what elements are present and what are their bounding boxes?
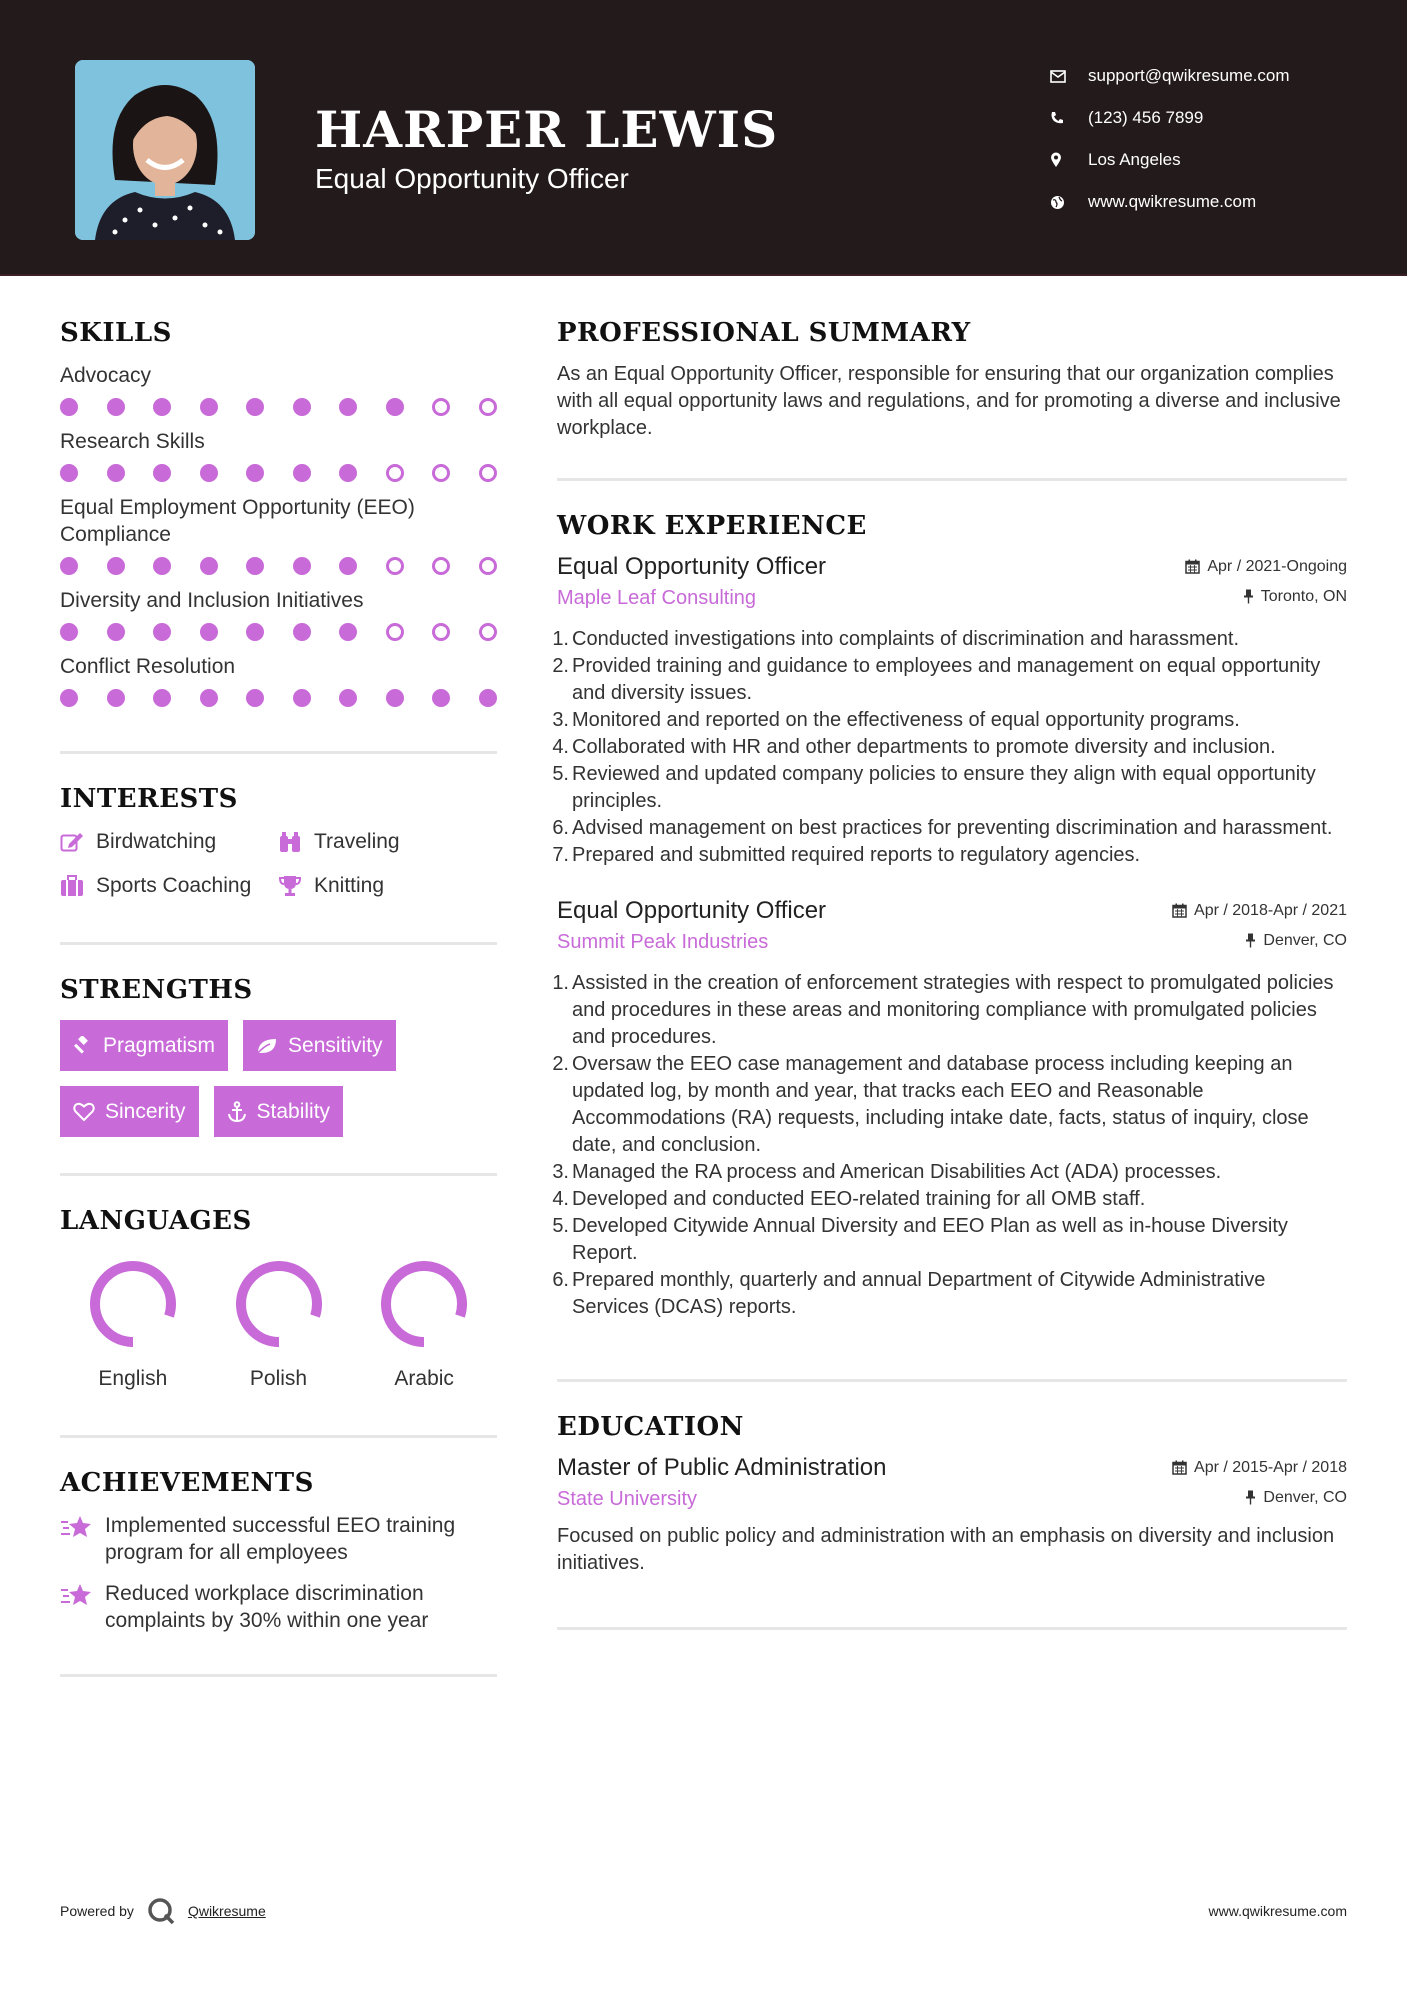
heart-icon <box>73 1102 95 1122</box>
rating-dot-empty <box>386 464 404 482</box>
skill-rating <box>60 689 497 707</box>
strength-label: Stability <box>256 1099 331 1123</box>
education-location <box>1245 1489 1347 1507</box>
list-item: 3. Managed the RA process and American Disabilities Act (ADA) processes. <box>557 1159 1347 1186</box>
rating-dot-filled <box>200 623 218 641</box>
rating-dot-empty <box>386 557 404 575</box>
brand-link[interactable]: Qwikresume <box>187 1903 266 1919</box>
rating-dot-empty <box>479 623 497 641</box>
list-item: 2. Oversaw the EEO case management and database process including keeping an updated log, by month and year, that tracks each EEO and Reasonable Accommodations (RA) requests, including intake date, facts, status of inquiry, close date, and conclusion. <box>557 1051 1347 1159</box>
calendar-icon <box>1185 559 1200 574</box>
map-pin-icon <box>1050 152 1088 168</box>
rating-dot-filled <box>246 398 264 416</box>
list-item: 6. Prepared monthly, quarterly and annual Department of Citywide Administrative Services (DCAS) reports. <box>557 1267 1347 1321</box>
rating-dot-empty <box>432 623 450 641</box>
list-item: 6. Advised management on best practices for preventing discrimination and harassment. <box>557 815 1347 842</box>
contact-list <box>1050 55 1290 223</box>
job-location-text: Toronto, ON <box>1260 587 1347 605</box>
education-location-text: Denver, CO <box>1263 1488 1347 1506</box>
binoculars-icon <box>278 831 314 853</box>
contact-email[interactable] <box>1050 55 1290 97</box>
languages-list <box>60 1258 497 1391</box>
section-divider <box>60 1173 497 1176</box>
strengths-list <box>60 1020 497 1137</box>
rating-dot-filled <box>107 464 125 482</box>
envelope-icon <box>1050 70 1088 83</box>
rating-dot-filled <box>200 464 218 482</box>
rating-dot-filled <box>200 398 218 416</box>
job-dates <box>1172 902 1347 920</box>
achievements-heading: ACHIEVEMENTS <box>60 1468 314 1498</box>
right-column <box>552 318 1347 1630</box>
strength-tag <box>60 1086 199 1137</box>
list-item-text: Conducted investigations into complaints of discrimination and harassment. <box>572 628 1240 650</box>
summary-text: As an Equal Opportunity Officer, responsible for ensuring that our organization complies with all equal opportunity laws and regulations, and for promoting a diverse and inclusive workplace. <box>557 363 1341 439</box>
strength-tag <box>243 1020 396 1071</box>
skill-item <box>60 653 497 707</box>
section-divider <box>557 1379 1347 1382</box>
rating-dot-empty <box>479 557 497 575</box>
list-item: 2. Provided training and guidance to employees and management on equal opportunity and diversity issues. <box>557 653 1347 707</box>
person-portrait-icon <box>75 60 255 240</box>
strength-label: Sensitivity <box>288 1033 383 1057</box>
rating-dot-filled <box>153 398 171 416</box>
degree-title: Master of Public Administration <box>557 1454 887 1481</box>
list-item-text: Assisted in the creation of enforcement strategies with respect to promulgated policies and procedures in these areas and monitoring compliance with promulgated policies and procedures. <box>572 972 1334 1048</box>
skill-name: Equal Employment Opportunity (EEO) Compliance <box>60 496 415 546</box>
rating-dot-filled <box>339 623 357 641</box>
achievement-item <box>60 1580 497 1634</box>
job-dates <box>1185 558 1347 576</box>
rating-dot-filled <box>339 398 357 416</box>
achievements-list <box>60 1512 497 1634</box>
languages-heading: LANGUAGES <box>60 1206 252 1236</box>
interest-label: Birdwatching <box>96 830 217 853</box>
language-item <box>351 1258 497 1391</box>
rating-dot-filled <box>107 623 125 641</box>
summary-section <box>557 318 1347 442</box>
contact-phone-text: (123) 456 7899 <box>1088 108 1204 127</box>
skill-rating <box>60 623 497 641</box>
pushpin-icon <box>1245 933 1256 948</box>
rating-dot-filled <box>153 689 171 707</box>
footer-url[interactable]: www.qwikresume.com <box>1208 1903 1347 1919</box>
skills-section <box>60 318 497 707</box>
section-divider <box>60 942 497 945</box>
strength-label: Pragmatism <box>103 1033 216 1057</box>
education-header <box>557 1454 1347 1482</box>
skill-item <box>60 587 497 641</box>
skill-item <box>60 362 497 416</box>
company-name: Summit Peak Industries <box>557 931 769 953</box>
section-divider <box>60 1435 497 1438</box>
job-title: Equal Opportunity Officer <box>557 897 827 924</box>
skill-name: Conflict Resolution <box>60 655 236 678</box>
briefcase-icon <box>60 875 96 897</box>
interest-label: Sports Coaching <box>96 874 252 897</box>
contact-location <box>1050 139 1290 181</box>
rating-dot-filled <box>200 557 218 575</box>
education-heading: EDUCATION <box>557 1412 744 1442</box>
contact-phone[interactable] <box>1050 97 1290 139</box>
education-section <box>557 1412 1347 1577</box>
list-item-text: Oversaw the EEO case management and database process including keeping an updated log, by month and year, that tracks each EEO and Reasonable Accommodations (RA) requests, including intake date, facts, status of inquiry, close date, and conclusion. <box>572 1053 1309 1156</box>
rating-dot-filled <box>339 689 357 707</box>
rating-dot-empty <box>432 464 450 482</box>
job-header <box>557 897 1347 925</box>
shooting-star-icon <box>60 1580 105 1634</box>
rating-dot-filled <box>339 464 357 482</box>
rating-dot-filled <box>246 464 264 482</box>
interests-heading: INTERESTS <box>60 784 238 814</box>
job-subheader <box>557 587 1347 610</box>
skill-rating <box>60 464 497 482</box>
experience-heading: WORK EXPERIENCE <box>557 511 867 541</box>
anchor-icon <box>227 1101 247 1123</box>
language-proficiency-ring <box>378 1258 470 1350</box>
rating-dot-filled <box>386 398 404 416</box>
list-item-text: Advised management on best practices for preventing discrimination and harassment. <box>572 817 1333 839</box>
interests-section <box>60 784 497 898</box>
rating-dot-filled <box>200 689 218 707</box>
contact-email-text: support@qwikresume.com <box>1088 66 1290 85</box>
list-item-text: Prepared monthly, quarterly and annual Department of Citywide Administrative Services (DCAS) reports. <box>572 1269 1266 1318</box>
strengths-heading: STRENGTHS <box>60 975 253 1005</box>
rating-dot-filled <box>246 689 264 707</box>
education-subheader <box>557 1488 1347 1511</box>
rating-dot-empty <box>432 557 450 575</box>
strength-label: Sincerity <box>105 1099 186 1123</box>
rating-dot-filled <box>153 623 171 641</box>
rating-dot-empty <box>479 464 497 482</box>
language-item <box>60 1258 206 1391</box>
contact-location-text: Los Angeles <box>1088 150 1181 169</box>
rating-dot-filled <box>60 398 78 416</box>
rating-dot-filled <box>293 623 311 641</box>
rating-dot-filled <box>107 398 125 416</box>
list-item-text: Monitored and reported on the effectiveness of equal opportunity programs. <box>572 709 1240 731</box>
achievement-text: Reduced workplace discrimination complaints by 30% within one year <box>105 1582 429 1632</box>
rating-dot-filled <box>153 557 171 575</box>
interest-item <box>278 830 488 854</box>
rating-dot-filled <box>293 398 311 416</box>
job-entry <box>552 897 1347 1321</box>
job-responsibilities <box>552 626 1347 869</box>
skill-name: Research Skills <box>60 430 205 453</box>
job-title: Equal Opportunity Officer <box>557 553 827 580</box>
powered-by-text: Powered by <box>60 1903 134 1919</box>
job-header <box>557 553 1347 581</box>
interest-item <box>60 830 278 854</box>
calendar-icon <box>1172 1460 1187 1475</box>
achievement-text: Implemented successful EEO training program for all employees <box>105 1514 456 1564</box>
rating-dot-filled <box>293 689 311 707</box>
strength-tag <box>214 1086 344 1137</box>
pushpin-icon <box>1245 1490 1256 1505</box>
interest-label: Traveling <box>314 830 400 853</box>
candidate-name: HARPER LEWIS <box>315 100 779 159</box>
languages-section <box>60 1206 497 1391</box>
list-item: 4. Developed and conducted EEO-related training for all OMB staff. <box>557 1186 1347 1213</box>
skill-name: Advocacy <box>60 364 152 387</box>
list-item-text: Collaborated with HR and other departments to promote diversity and inclusion. <box>572 736 1276 758</box>
contact-website[interactable] <box>1050 181 1290 223</box>
job-dates-text: Apr / 2018-Apr / 2021 <box>1194 901 1347 919</box>
skills-heading: SKILLS <box>60 318 172 348</box>
contact-website-text: www.qwikresume.com <box>1088 192 1257 211</box>
job-entry <box>552 553 1347 869</box>
rating-dot-filled <box>246 557 264 575</box>
skill-item <box>60 494 497 575</box>
achievement-item <box>60 1512 497 1566</box>
job-responsibilities <box>552 970 1347 1321</box>
trophy-icon <box>278 875 314 897</box>
language-label: Polish <box>249 1367 308 1390</box>
education-dates <box>1172 1459 1347 1477</box>
rating-dot-filled <box>293 464 311 482</box>
shooting-star-icon <box>60 1512 105 1566</box>
list-item: 4. Collaborated with HR and other departments to promote diversity and inclusion. <box>557 734 1347 761</box>
job-dates-text: Apr / 2021-Ongoing <box>1207 557 1347 575</box>
candidate-title: Equal Opportunity Officer <box>315 163 629 194</box>
rating-dot-filled <box>339 557 357 575</box>
list-item-text: Developed Citywide Annual Diversity and EEO Plan as well as in-house Diversity Report. <box>572 1215 1288 1264</box>
language-proficiency-ring <box>233 1258 325 1350</box>
education-dates-text: Apr / 2015-Apr / 2018 <box>1194 1458 1347 1476</box>
summary-heading: PROFESSIONAL SUMMARY <box>557 318 971 348</box>
rating-dot-filled <box>479 689 497 707</box>
interest-item <box>60 874 278 898</box>
list-item: 5. Reviewed and updated company policies to ensure they align with equal opportunity principles. <box>557 761 1347 815</box>
rating-dot-filled <box>107 689 125 707</box>
section-divider <box>60 751 497 754</box>
list-item-text: Provided training and guidance to employees and management on equal opportunity and diversity issues. <box>572 655 1321 704</box>
list-item-text: Reviewed and updated company policies to ensure they align with equal opportunity principles. <box>572 763 1316 812</box>
rating-dot-filled <box>386 689 404 707</box>
list-item: 1. Assisted in the creation of enforcement strategies with respect to promulgated policies and procedures in these areas and monitoring compliance with promulgated policies and procedures. <box>557 970 1347 1051</box>
globe-icon <box>1050 195 1088 210</box>
list-item: 1. Conducted investigations into complaints of discrimination and harassment. <box>557 626 1347 653</box>
page-footer <box>60 1896 1347 1926</box>
rating-dot-filled <box>107 557 125 575</box>
skill-item <box>60 428 497 482</box>
list-item-text: Prepared and submitted required reports to regulatory agencies. <box>572 844 1141 866</box>
resume-header <box>0 0 1407 276</box>
skill-name: Diversity and Inclusion Initiatives <box>60 589 364 612</box>
job-location <box>1243 588 1347 606</box>
strengths-section <box>60 975 497 1137</box>
list-item: 5. Developed Citywide Annual Diversity and EEO Plan as well as in-house Diversity Report. <box>557 1213 1347 1267</box>
pushpin-icon <box>1243 589 1254 604</box>
rating-dot-filled <box>246 623 264 641</box>
profile-photo <box>75 60 255 240</box>
language-item <box>206 1258 352 1391</box>
pencil-square-icon <box>60 831 96 853</box>
language-label: English <box>98 1367 168 1390</box>
job-location <box>1245 932 1347 950</box>
rating-dot-filled <box>60 689 78 707</box>
list-item-text: Developed and conducted EEO-related training for all OMB staff. <box>572 1188 1146 1210</box>
phone-icon <box>1050 111 1088 125</box>
section-divider <box>557 1627 1347 1630</box>
calendar-icon <box>1172 903 1187 918</box>
rating-dot-filled <box>60 464 78 482</box>
interest-label: Knitting <box>314 874 385 897</box>
interests-list <box>60 830 497 898</box>
leaf-icon <box>256 1037 278 1055</box>
rating-dot-filled <box>60 623 78 641</box>
rating-dot-filled <box>432 689 450 707</box>
achievements-section <box>60 1468 497 1634</box>
list-item: 7. Prepared and submitted required reports to regulatory agencies. <box>557 842 1347 869</box>
interest-item <box>278 874 488 898</box>
rating-dot-filled <box>60 557 78 575</box>
language-proficiency-ring <box>87 1258 179 1350</box>
language-label: Arabic <box>394 1367 454 1390</box>
education-description: Focused on public policy and administration with an emphasis on diversity and inclusion initiatives. <box>557 1525 1335 1574</box>
list-item: 3. Monitored and reported on the effectiveness of equal opportunity programs. <box>557 707 1347 734</box>
strength-tag <box>60 1020 228 1071</box>
experience-section <box>552 511 1347 1321</box>
skill-rating <box>60 557 497 575</box>
rating-dot-empty <box>432 398 450 416</box>
job-location-text: Denver, CO <box>1263 931 1347 949</box>
rating-dot-empty <box>386 623 404 641</box>
skills-list <box>60 362 497 707</box>
job-subheader <box>557 931 1347 954</box>
company-name: Maple Leaf Consulting <box>557 587 757 609</box>
rating-dot-empty <box>479 398 497 416</box>
school-name: State University <box>557 1488 698 1510</box>
rating-dot-filled <box>153 464 171 482</box>
left-column <box>60 318 497 1677</box>
list-item-text: Managed the RA process and American Disabilities Act (ADA) processes. <box>572 1161 1222 1183</box>
section-divider <box>60 1674 497 1677</box>
powered-by <box>60 1896 266 1926</box>
section-divider <box>557 478 1347 481</box>
rating-dot-filled <box>293 557 311 575</box>
gavel-icon <box>73 1036 93 1056</box>
skill-rating <box>60 398 497 416</box>
qwikresume-logo-icon <box>146 1896 176 1926</box>
